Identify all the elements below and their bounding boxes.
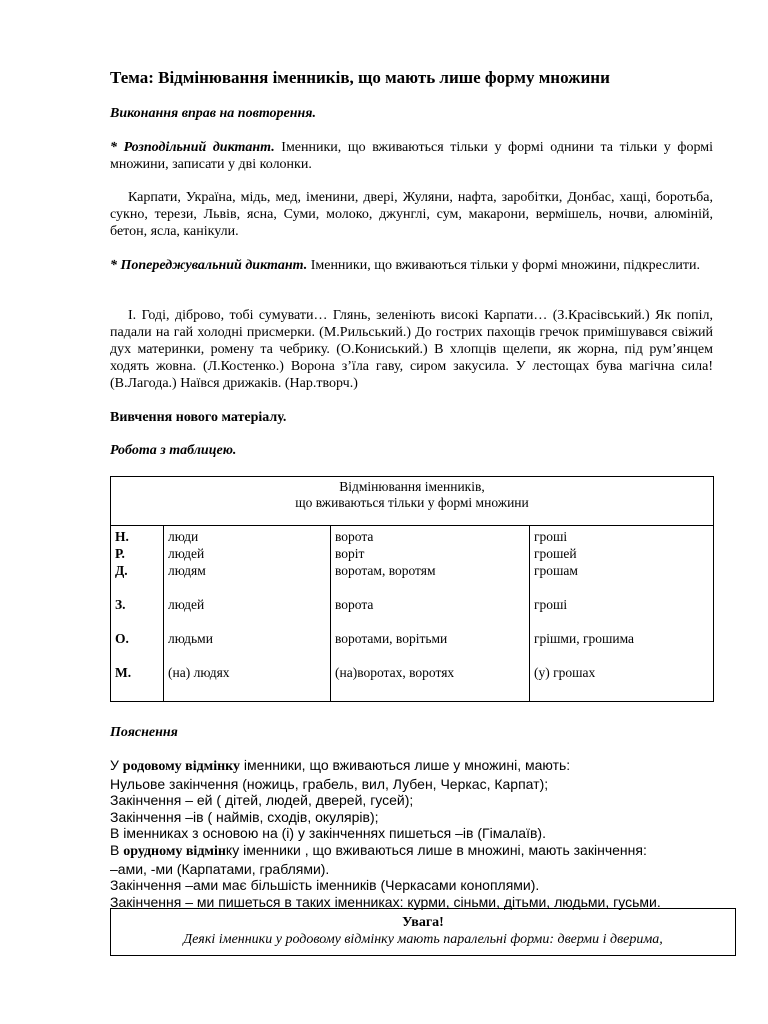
table-cell: людьми: [168, 631, 213, 646]
table-cell: люди: [168, 529, 199, 544]
table-body-row: [111, 526, 714, 702]
table-cell: грошей: [534, 546, 577, 561]
cases-column: [111, 526, 164, 702]
attention-text: Деякі іменники у родовому відмінку мають паралельні форми: дверми і дверима,: [183, 932, 663, 947]
table-cell: воріт: [335, 546, 365, 561]
explanation-line: В орудному відмінку іменники , що вживаються лише в множині, мають закінчення:: [110, 841, 647, 859]
instrumental-term: орудному відмін: [123, 843, 226, 859]
dictation2-label: * Попереджувальний диктант.: [110, 258, 308, 273]
attention-title: Увага!: [402, 915, 444, 930]
table-cell: людям: [168, 563, 206, 578]
table-title: [111, 477, 714, 526]
explanation-line: У родовому відмінку іменники, що вживаються лише у множині, мають:: [110, 757, 571, 774]
table-cell: воротами, ворітьми: [335, 631, 448, 646]
explanation-line: Закінчення –ами має більшість іменників (Черкасами коноплями).: [110, 877, 540, 894]
money-column: [530, 526, 714, 702]
table-header-row: [111, 477, 714, 526]
table-work-heading: Робота з таблицею.: [110, 443, 237, 458]
table-cell: гроші: [534, 597, 568, 612]
table-cell: (на)воротах, воротях: [335, 665, 455, 680]
table-cell: ворота: [335, 529, 374, 544]
table-cell: гроші: [534, 529, 568, 544]
table-cell: людей: [168, 546, 205, 561]
explanation-line: –ами, -ми (Карпатами, граблями).: [110, 860, 330, 877]
dictation1-words: Карпати, Україна, мідь, мед, іменини, двері, Жуляни, нафта, заробітки, Донбас, хащі, боротьба, сукно, терези, Львів, ясна, Суми, молоко, джунглі, сум, макарони, вермішель, ночви, алюміній, бетон, ясла, канікули.: [110, 190, 713, 239]
dictation1-label: * Розподільний диктант.: [110, 140, 275, 155]
explanation-line: В іменниках з основою на (і) у закінченнях пишеться –ів (Гімалаїв).: [110, 825, 546, 842]
dictation2-passage: І. Годі, діброво, тобі сумувати… Глянь, зеленіють високі Карпати… (З.Красівський.) Як попіл, падали на гай холодні присмерки. (М.Рильський.) До гострих пахощів гречок примішувався свіжий дух материнки, ромену та чебрику. (О.Кониський.) В хлопців щелепи, як жорна, під рум’янцем ходять жовна. (Л.Костенко.) Ворона з’їла гаву, сиром закусила. У лестощах бува магічна сила! (В.Лагода.) Наївся дрижаків. (Нар.творч.): [110, 308, 713, 391]
table-cell: грошам: [534, 563, 578, 578]
explanation-line: Закінчення – ей ( дітей, людей, дверей, гусей);: [110, 792, 414, 809]
people-column: [164, 526, 331, 702]
dictation2-instructions: [110, 257, 713, 274]
table-cell: грішми, грошима: [534, 631, 635, 646]
attention-box: [110, 908, 736, 956]
explanation-line: Нульове закінчення (ножиць, грабель, вил, Лубен, Черкас, Карпат);: [110, 775, 549, 792]
case-label: О.: [115, 631, 129, 646]
table-cell: (у) грошах: [534, 665, 596, 680]
explanation-line: Закінчення – ми пишеться в таких іменниках: курми, сіньми, дітьми, людьми, гусьми.: [110, 893, 661, 910]
dictation1-text: Іменники, що вживаються тільки у формі однини та тільки у формі множини, записати у дві колонки.: [110, 140, 713, 172]
new-material-heading: Вивчення нового матеріалу.: [110, 410, 287, 425]
case-label: З.: [115, 597, 126, 612]
case-label: Р.: [115, 546, 125, 561]
page-title: Тема: Відмінювання іменників, що мають лише форму множини: [110, 68, 610, 87]
dictation1-instructions: [110, 139, 713, 173]
table-title-line1: Відмінювання іменників,: [339, 479, 485, 494]
table-title-line2: що вживаються тільки у формі множини: [295, 495, 529, 510]
case-label: Д.: [115, 563, 128, 578]
declension-table: [110, 476, 714, 702]
table-cell: (на) людях: [168, 665, 230, 680]
explanation-body: [110, 757, 730, 910]
explanation-line: Закінчення –ів ( наймів, сходів, окулярів);: [110, 808, 379, 825]
table-cell: ворота: [335, 597, 374, 612]
dictation2-text: Іменники, що вживаються тільки у формі множини, підкреслити.: [307, 258, 701, 273]
case-label: Н.: [115, 529, 129, 544]
explanation-heading: Пояснення: [110, 725, 178, 740]
gates-column: [331, 526, 530, 702]
table-cell: людей: [168, 597, 205, 612]
genitive-term: родовому відмінку: [122, 759, 241, 774]
review-heading: Виконання вправ на повторення.: [110, 106, 317, 121]
case-label: М.: [115, 665, 132, 680]
table-cell: воротам, воротям: [335, 563, 436, 578]
